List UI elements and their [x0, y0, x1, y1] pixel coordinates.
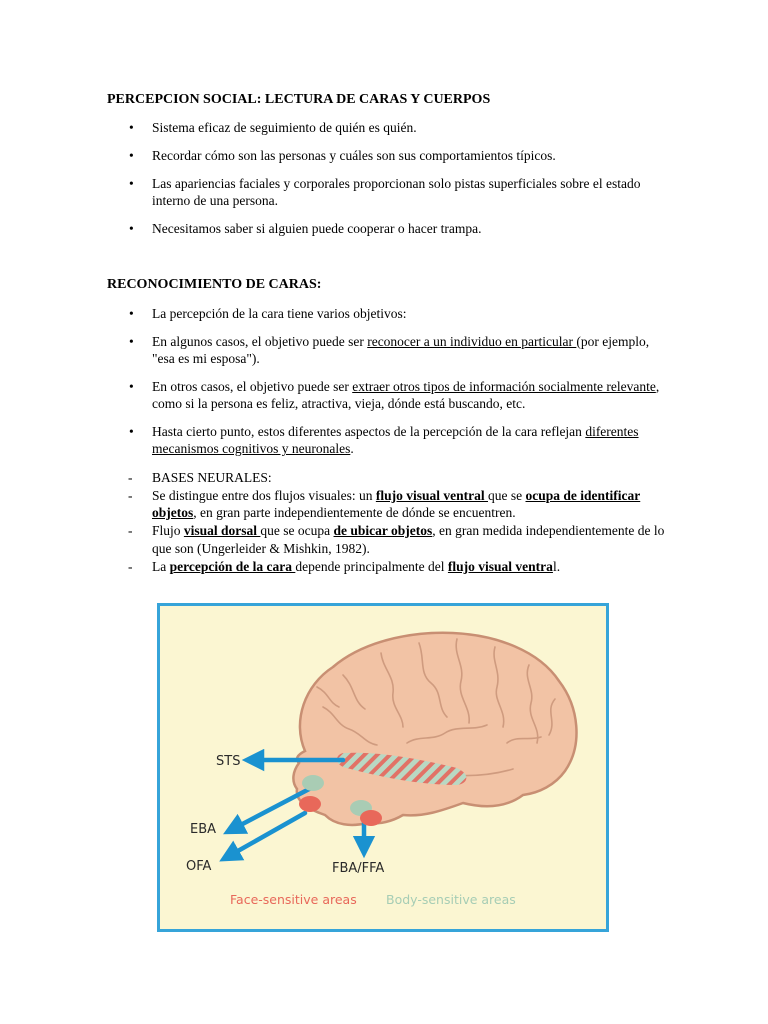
bold-underlined-phrase: flujo visual ventra	[447, 558, 553, 574]
percepcion-social-list	[107, 119, 667, 248]
list-item: • La percepción de la cara tiene varios objetivos:	[107, 305, 667, 322]
bold-underlined-phrase: de ubicar objetos	[333, 523, 433, 539]
list-item	[107, 558, 667, 576]
brain-figure	[157, 603, 609, 932]
bold-underlined-phrase: flujo visual ventral	[375, 487, 488, 503]
underlined-phrase: diferentes mecanismos cognitivos y neuronales	[152, 424, 639, 456]
text-run: Hasta cierto punto, estos diferentes aspectos de la percepción de la cara reflejan	[152, 424, 586, 439]
list-item	[107, 378, 667, 412]
text-run: La	[152, 558, 170, 574]
text-run: Se distingue entre dos flujos visuales: un	[152, 487, 376, 503]
ffa-area	[360, 810, 382, 826]
label-eba: EBA	[190, 822, 217, 837]
bold-underlined-phrase: percepción de la cara	[169, 558, 296, 574]
text-run: , en gran parte independientemente de dónde se encuentren.	[193, 505, 516, 521]
text-run: depende principalmente del	[295, 558, 448, 574]
label-fba-ffa: FBA/FFA	[332, 861, 385, 876]
reconocimiento-list	[107, 305, 667, 468]
text-run: En algunos casos, el objetivo puede ser	[152, 334, 368, 349]
brain-diagram	[157, 603, 609, 932]
section-heading-reconocimiento: RECONOCIMIENTO DE CARAS:	[107, 277, 322, 292]
list-item	[107, 333, 667, 367]
list-item: - BASES NEURALES:	[107, 469, 667, 487]
legend-body-sensitive: Body-sensitive areas	[386, 892, 516, 907]
list-item: • Recordar cómo son las personas y cuáles son sus comportamientos típicos.	[107, 147, 667, 164]
text-run: l.	[552, 558, 561, 574]
label-ofa: OFA	[186, 859, 212, 874]
list-item: • Las apariencias faciales y corporales proporcionan solo pistas superficiales sobre el estado interno de una persona.	[107, 175, 667, 209]
eba-area	[302, 775, 324, 791]
label-sts: STS	[216, 754, 241, 769]
section-heading-percepcion-social: PERCEPCION SOCIAL: LECTURA DE CARAS Y CUERPOS	[107, 92, 491, 107]
list-item: • Sistema eficaz de seguimiento de quién es quién.	[107, 119, 667, 136]
text-run: , en gran medida independientemente de lo que son (Ungerleider & Mishkin, 1982).	[152, 523, 665, 556]
text-run: que se ocupa	[260, 523, 334, 539]
text-run: que se	[488, 487, 526, 503]
text-run: En otros casos, el objetivo puede ser	[152, 379, 353, 394]
list-item	[107, 423, 667, 457]
list-item	[107, 522, 667, 557]
text-run: , como si la persona es feliz, atractiva, vieja, dónde está buscando, etc.	[152, 379, 660, 411]
list-item	[107, 487, 667, 522]
bold-underlined-phrase: visual dorsal	[183, 523, 261, 539]
text-run: (por ejemplo, "esa es mi esposa").	[152, 334, 650, 366]
text-run: .	[350, 441, 354, 456]
list-item: • Necesitamos saber si alguien puede cooperar o hacer trampa.	[107, 220, 667, 237]
bold-underlined-phrase: ocupa de identificar objetos	[152, 487, 641, 521]
bases-neurales-list	[107, 469, 667, 575]
text-run: Flujo	[152, 523, 184, 539]
legend-face-sensitive: Face-sensitive areas	[230, 892, 357, 907]
underlined-phrase: reconocer a un individuo en particular	[367, 334, 577, 349]
underlined-phrase: extraer otros tipos de información socialmente relevante	[352, 379, 656, 394]
ofa-area	[299, 796, 321, 812]
